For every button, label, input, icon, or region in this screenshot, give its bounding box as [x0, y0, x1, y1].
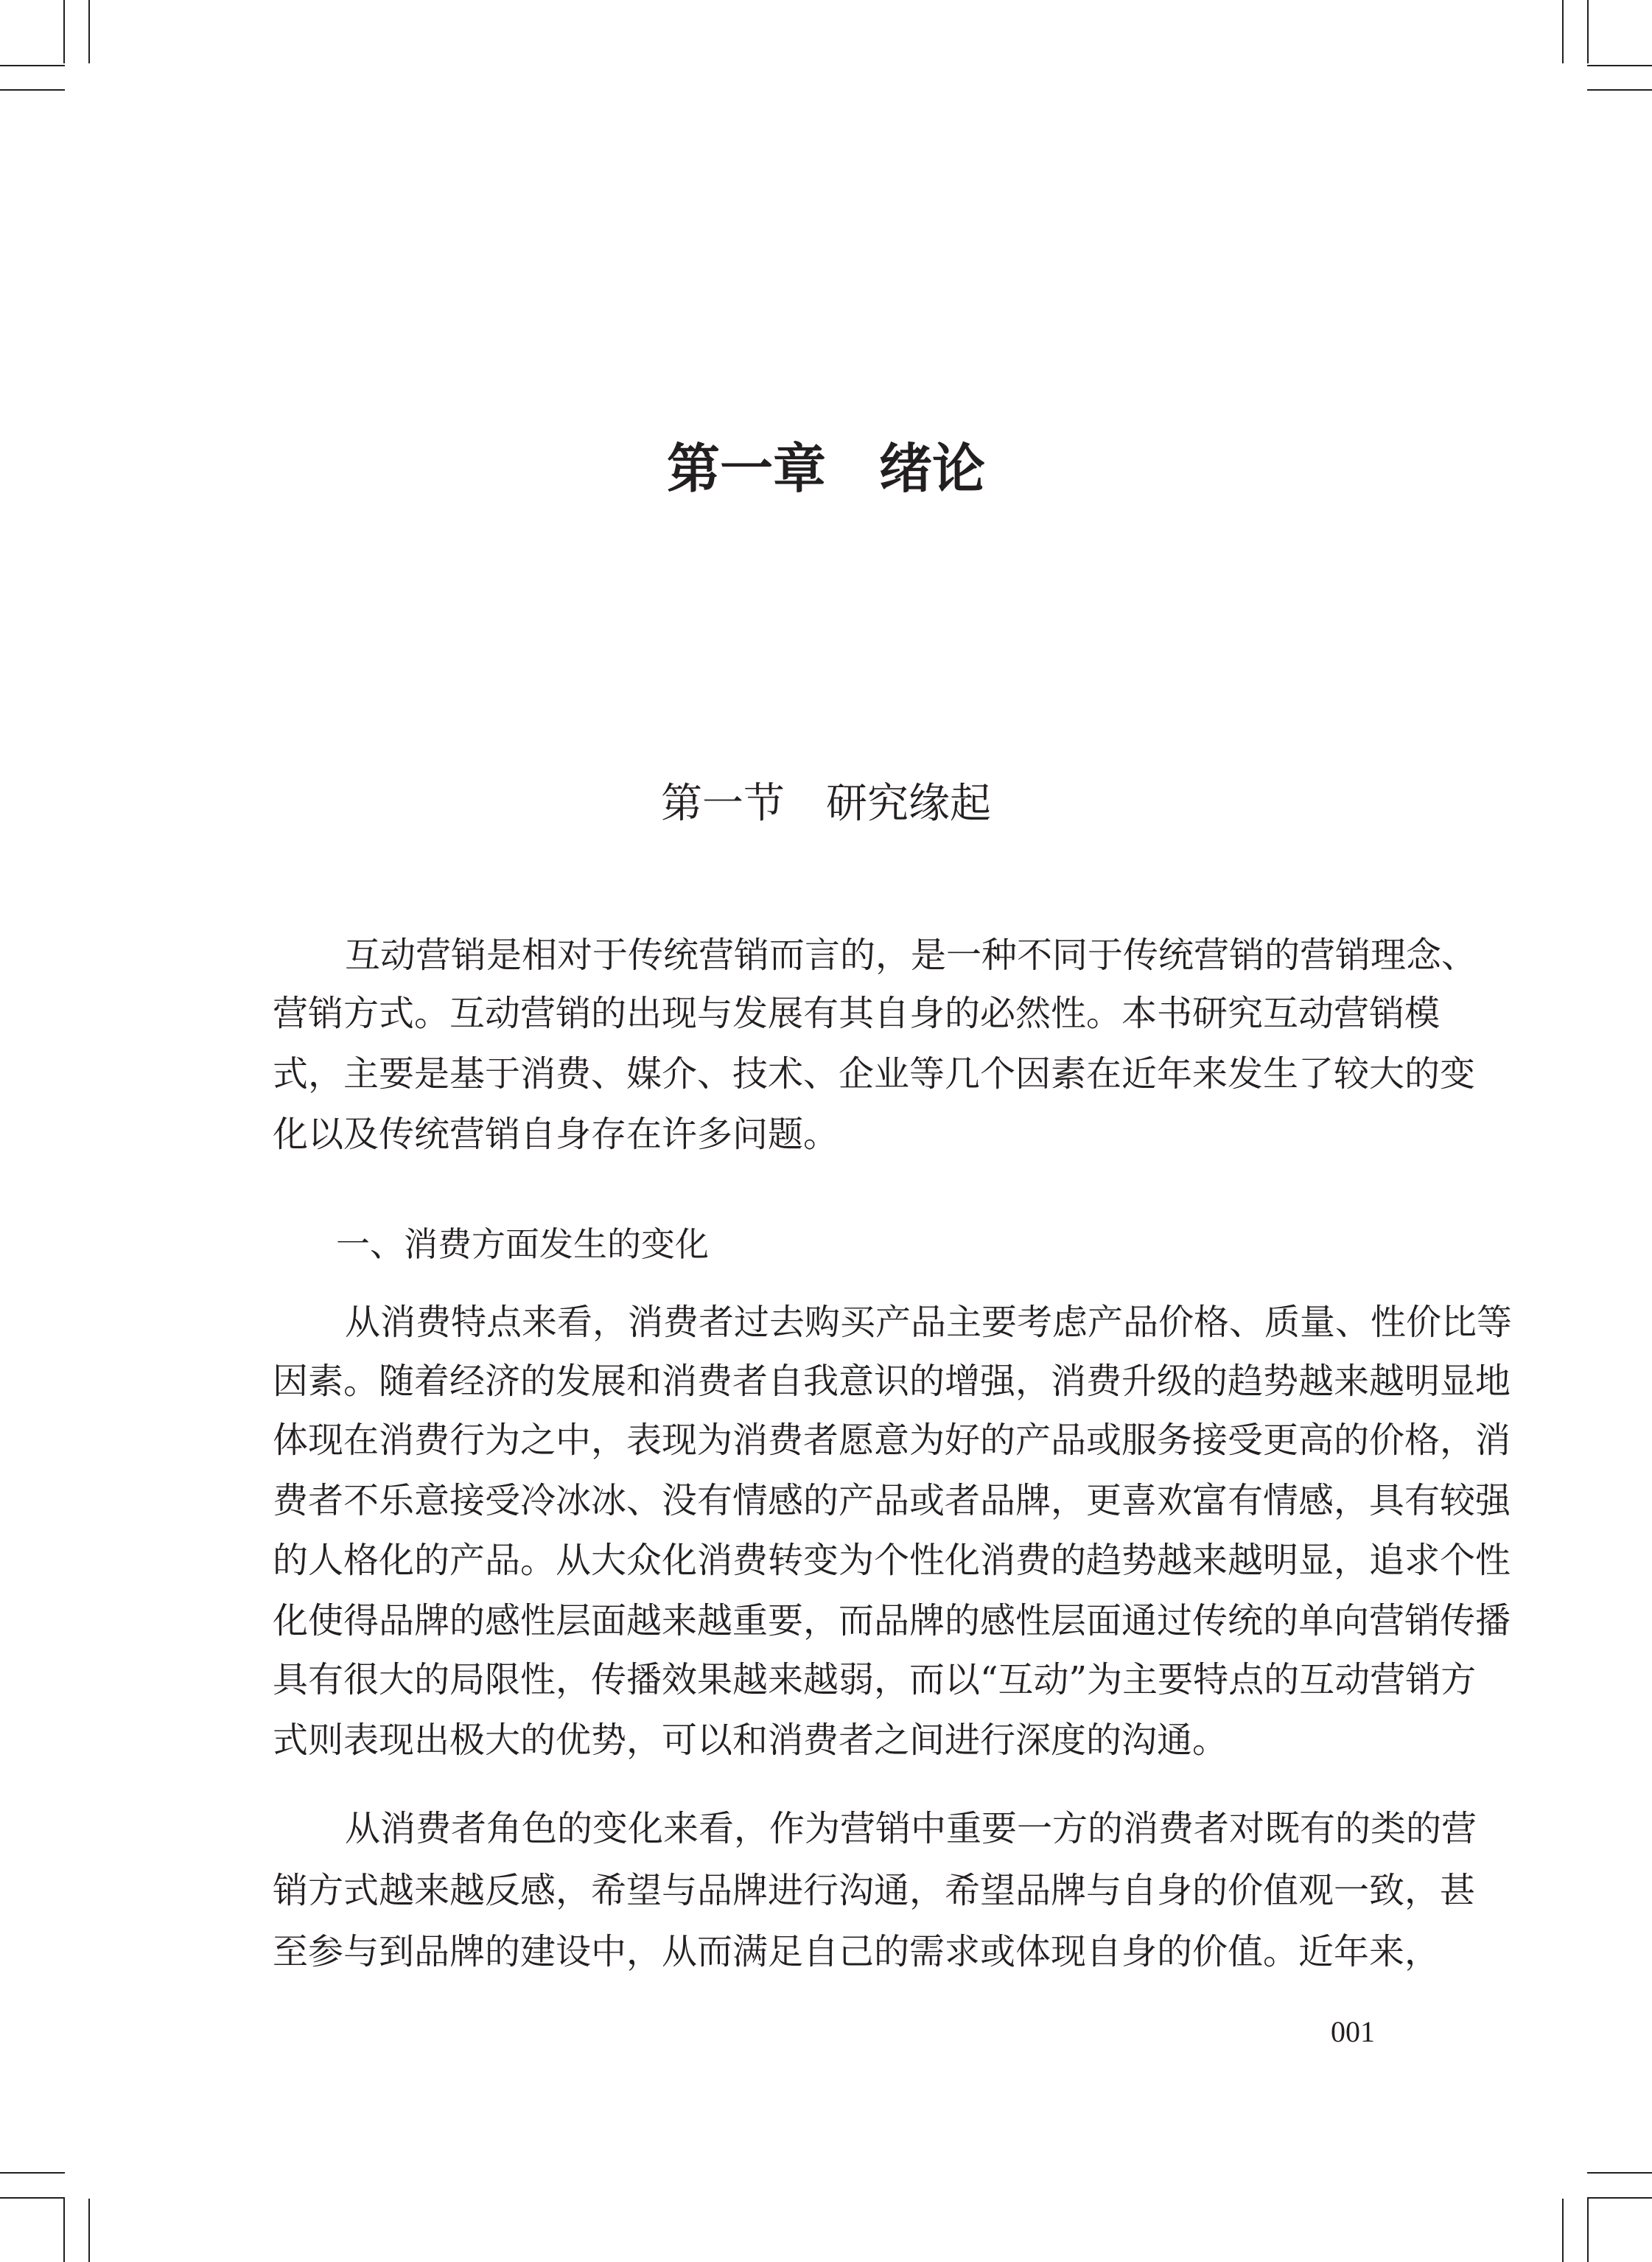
crop-mark: [1562, 0, 1564, 63]
paragraph-line: 销方式越来越反感，希望与品牌进行沟通，希望品牌与自身的价值观一致，甚: [273, 1870, 1476, 1911]
crop-mark: [63, 2199, 65, 2262]
crop-mark: [1587, 2197, 1652, 2199]
crop-mark: [1587, 65, 1652, 66]
page-number: 001: [1331, 2015, 1375, 2048]
paragraph-line: 式，主要是基于消费、媒介、技术、企业等几个因素在近年来发生了较大的变: [273, 1053, 1476, 1095]
section-title: 第一节 研究缘起: [661, 780, 991, 828]
paragraph-line: 式则表现出极大的优势，可以和消费者之间进行深度的沟通。: [273, 1720, 1228, 1761]
paragraph-line: 营销方式。互动营销的出现与发展有其自身的必然性。本书研究互动营销模: [273, 993, 1441, 1034]
crop-mark: [1587, 2199, 1589, 2262]
paragraph-line: 互动营销是相对于传统营销而言的，是一种不同于传统营销的营销理念、: [345, 935, 1477, 976]
paragraph-line: 化以及传统营销自身存在许多问题。: [273, 1114, 839, 1155]
paragraph-line: 从消费者角色的变化来看，作为营销中重要一方的消费者对既有的类的营: [345, 1808, 1477, 1849]
paragraph-line: 具有很大的局限性，传播效果越来越弱，而以“互动”为主要特点的互动营销方: [273, 1659, 1477, 1700]
paragraph-line: 费者不乐意接受冷冰冰、没有情感的产品或者品牌，更喜欢富有情感，具有较强: [273, 1480, 1511, 1521]
crop-mark: [0, 89, 65, 91]
subheading: 一、消费方面发生的变化: [336, 1224, 709, 1264]
crop-mark: [0, 2172, 65, 2174]
chapter-title: 第一章 绪论: [666, 437, 985, 500]
crop-mark: [0, 2197, 65, 2199]
crop-mark: [1562, 2199, 1564, 2262]
crop-mark: [88, 2199, 90, 2262]
paragraph-line: 体现在消费行为之中，表现为消费者愿意为好的产品或服务接受更高的价格，消: [273, 1420, 1511, 1461]
crop-mark: [1587, 0, 1589, 63]
paragraph-line: 从消费特点来看，消费者过去购买产品主要考虑产品价格、质量、性价比等: [345, 1302, 1513, 1343]
crop-mark: [63, 0, 65, 63]
paragraph-line: 的人格化的产品。从大众化消费转变为个性化消费的趋势越来越明显，追求个性: [273, 1540, 1511, 1581]
paragraph-line: 因素。随着经济的发展和消费者自我意识的增强，消费升级的趋势越来越明显地: [273, 1361, 1511, 1402]
crop-mark: [1587, 2172, 1652, 2174]
paragraph-line: 至参与到品牌的建设中，从而满足自己的需求或体现自身的价值。近年来，: [273, 1931, 1441, 1972]
crop-mark: [88, 0, 90, 63]
paragraph-line: 化使得品牌的感性层面越来越重要，而品牌的感性层面通过传统的单向营销传播: [273, 1600, 1511, 1641]
crop-mark: [1587, 89, 1652, 91]
crop-mark: [0, 65, 65, 66]
